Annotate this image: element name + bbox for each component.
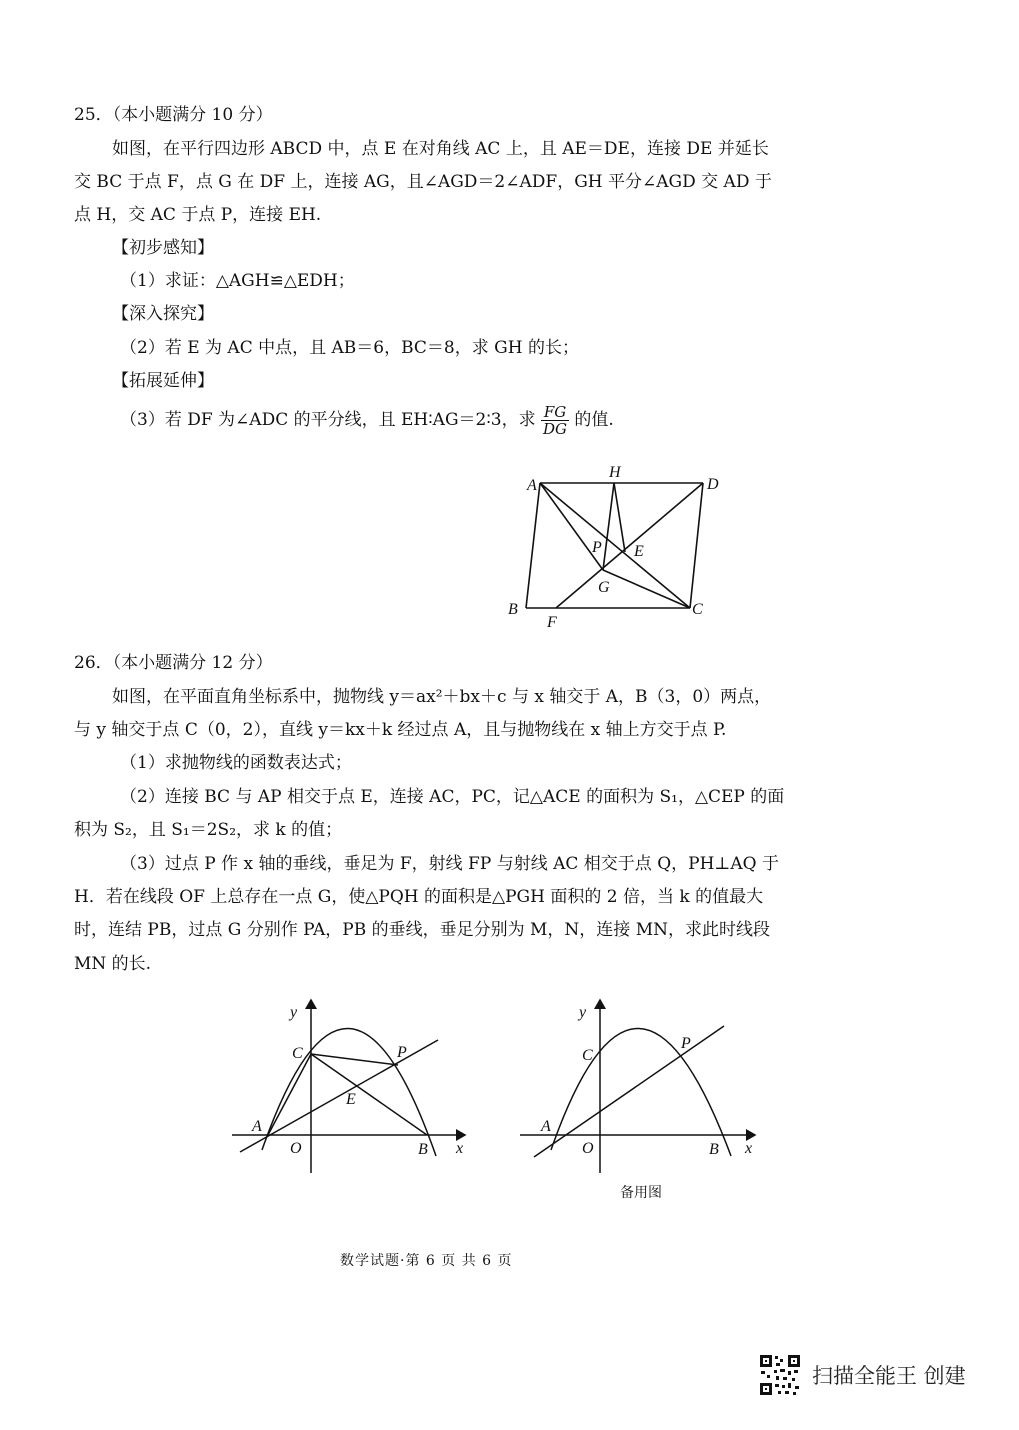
segment-HE [614,483,625,552]
q25-section-initial: 【初步感知】 [112,238,214,258]
segment-AC [268,1054,311,1135]
q25-stem-line3: 点 H，交 AC 于点 P，连接 EH. [74,205,322,225]
fraction-numerator: FG [541,404,569,421]
label-x: x [456,1140,464,1157]
label-H: H [609,464,621,481]
label-C: C [582,1047,593,1064]
q26-part3-line1: （3）过点 P 作 x 轴的垂线，垂足为 F，射线 FP 与射线 AC 相交于点 Q，PH⊥AQ 于 [120,854,779,874]
q25-part3-fraction [541,404,569,437]
label-G: G [598,579,610,596]
label-A: A [527,477,537,494]
segment-HG [603,483,614,570]
q25-part2: （2）若 E 为 AC 中点，且 AB＝6，BC＝8，求 GH 的长； [120,338,579,358]
fraction-denominator: DG [543,420,568,438]
segment-DF [556,483,703,608]
label-x: x [745,1140,753,1157]
label-F: F [547,614,557,631]
q26-stem-line2: 与 y 轴交于点 C（0，2），直线 y＝kx＋k 经过点 A，且与抛物线在 x 轴上方交于点 P. [74,720,727,740]
label-O: O [582,1140,594,1157]
scanner-watermark-text: 扫描全能王 创建 [812,1364,966,1388]
q26-title: 26．（本小题满分 12 分） [74,653,273,673]
label-C: C [692,601,703,618]
q25-title: 25．（本小题满分 10 分） [74,105,273,125]
page-footer: 数学试题·第 6 页 共 6 页 [340,1253,513,1269]
label-O: O [290,1140,302,1157]
q25-stem-line1: 如图，在平行四边形 ABCD 中，点 E 在对角线 AC 上，且 AE＝DE，连接 DE 并延长 [112,139,769,159]
segment-AG [540,483,603,570]
label-C: C [292,1045,303,1062]
q25-part3 [120,404,614,437]
backup-figure-caption: 备用图 [620,1185,662,1201]
label-A: A [252,1118,262,1135]
q26-figure-main [228,995,478,1180]
segment-CB [311,1054,427,1135]
q26-figure-backup [515,995,765,1180]
label-D: D [707,476,719,493]
label-E: E [634,543,644,560]
label-B: B [508,601,518,618]
label-P: P [592,539,602,556]
q26-part1: （1）求抛物线的函数表达式； [120,753,352,773]
q25-part3-pre: （3）若 DF 为∠ADC 的平分线，且 EH∶AG＝2∶3，求 [120,410,536,430]
line-AP [534,1026,724,1157]
qr-code-icon [758,1353,802,1397]
q26-part3-line3: 时，连结 PB，过点 G 分别作 PA，PB 的垂线，垂足分别为 M，N，连接 MN，求此时线段 [74,920,770,940]
segment-AB [526,483,540,608]
segment-DC [690,483,703,608]
q26-part2-line2: 积为 S₂，且 S₁＝2S₂，求 k 的值； [74,820,343,840]
label-P: P [681,1035,691,1052]
q26-part3-line2: H．若在线段 OF 上总存在一点 G，使△PQH 的面积是△PGH 面积的 2 倍，当 k 的值最大 [74,887,764,907]
label-y: y [579,1004,587,1021]
q26-part2-line1: （2）连接 BC 与 AP 相交于点 E，连接 AC，PC，记△ACE 的面积为 S₁，△CEP 的面 [120,787,785,807]
label-A: A [541,1118,551,1135]
label-y: y [290,1004,298,1021]
segment-GC [603,570,690,608]
label-E: E [346,1091,356,1108]
scanner-watermark [758,1353,966,1397]
q25-figure [500,455,740,635]
parabola [551,1028,731,1156]
q25-part3-post: 的值. [574,410,614,430]
label-B: B [418,1141,428,1158]
q25-section-extend: 【拓展延伸】 [112,371,214,391]
q26-part3-line4: MN 的长. [74,954,152,974]
q26-stem-line1: 如图，在平面直角坐标系中，抛物线 y＝ax²＋bx＋c 与 x 轴交于 A，B（3，0）两点， [112,687,772,707]
q25-stem-line2: 交 BC 于点 F，点 G 在 DF 上，连接 AG，且∠AGD＝2∠ADF，GH 平分∠AGD 交 AD 于 [74,172,772,192]
segment-AC [540,483,690,608]
label-B: B [709,1141,719,1158]
label-P: P [397,1044,407,1061]
q25-part1: （1）求证：△AGH≌△EDH； [120,271,355,291]
q25-section-explore: 【深入探究】 [112,304,214,324]
